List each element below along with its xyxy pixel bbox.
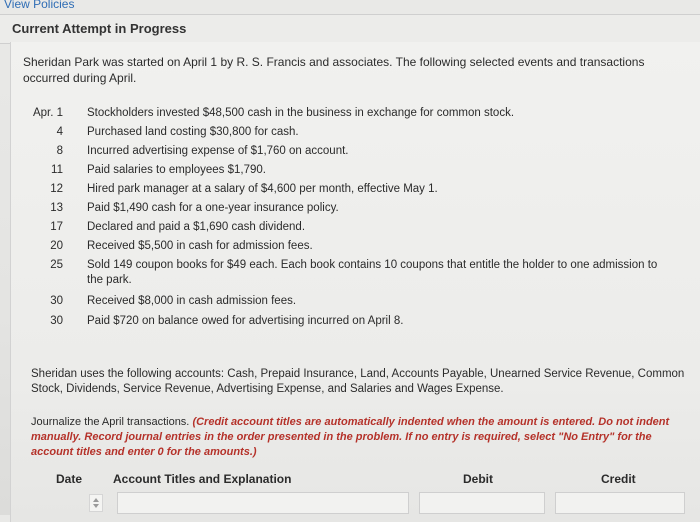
- event-date: 13: [50, 202, 63, 214]
- date-stepper[interactable]: [89, 494, 103, 512]
- event-date: 30: [50, 315, 63, 327]
- problem-intro: Sheridan Park was started on April 1 by R. S. Francis and associates. The following selected events and transactions occurred during April.: [23, 55, 645, 85]
- stepper-arrows-icon: [90, 495, 102, 511]
- event-text: Received $5,500 in cash for admission fees.: [87, 240, 313, 252]
- account-title-input[interactable]: [117, 492, 409, 514]
- instructions: [31, 415, 691, 460]
- col-debit: Debit: [463, 472, 493, 486]
- journal-header: [31, 467, 691, 491]
- event-text: Incurred advertising expense of $1,760 on account.: [87, 145, 349, 157]
- event-text: Hired park manager at a salary of $4,600 per month, effective May 1.: [87, 183, 438, 195]
- event-date: 25: [50, 259, 63, 271]
- instruction-text: Journalize the April transactions.: [31, 416, 190, 428]
- journal-row: [31, 492, 691, 522]
- event-date: 12: [50, 183, 63, 195]
- question-panel: [10, 42, 700, 522]
- attempt-status-bar: [0, 14, 700, 44]
- event-date: 30: [50, 295, 63, 307]
- event-text: Paid $1,490 cash for a one-year insurance policy.: [87, 202, 339, 214]
- event-date: Apr. 1: [32, 107, 63, 119]
- event-text: Paid salaries to employees $1,790.: [87, 164, 266, 176]
- event-date: 20: [50, 240, 63, 252]
- event-text: Declared and paid a $1,690 cash dividend.: [87, 221, 306, 233]
- debit-input[interactable]: [419, 492, 545, 514]
- attempt-status-label: Current Attempt in Progress: [12, 21, 187, 36]
- event-date: 17: [50, 221, 63, 233]
- col-date: Date: [56, 472, 83, 486]
- event-text: Received $8,000 in cash admission fees.: [87, 295, 297, 307]
- col-account: Account Titles and Explanation: [113, 472, 292, 486]
- event-text: Stockholders invested $48,500 cash in the business in exchange for common stock.: [87, 107, 515, 119]
- event-text: Paid $720 on balance owed for advertising incurred on April 8.: [87, 315, 404, 327]
- accounts-note: Sheridan uses the following accounts: Cash, Prepaid Insurance, Land, Accounts Payable, Unearned Service Revenue, Common Stock, Dividends, Service Revenue, Advertising Expense, and Salaries and Wages Expense.: [31, 368, 685, 395]
- view-policies-link[interactable]: View Policies: [4, 0, 75, 11]
- event-text: Purchased land costing $30,800 for cash.: [87, 126, 299, 138]
- col-credit: Credit: [601, 472, 636, 486]
- event-text: Sold 149 coupon books for $49 each. Each book contains 10 coupons that entitle the holder to one admission to the park.: [87, 259, 658, 286]
- event-date: 8: [56, 145, 63, 157]
- instruction-note: (Credit account titles are automatically indented when the amount is entered. Do not indent manually. Record journal entries in the order presented in the problem. If no entry is required, select "No Entry" for the account titles and enter 0 for the amounts.): [31, 416, 670, 458]
- event-date: 11: [51, 164, 63, 176]
- credit-input[interactable]: [555, 492, 685, 514]
- event-date: 4: [56, 126, 63, 138]
